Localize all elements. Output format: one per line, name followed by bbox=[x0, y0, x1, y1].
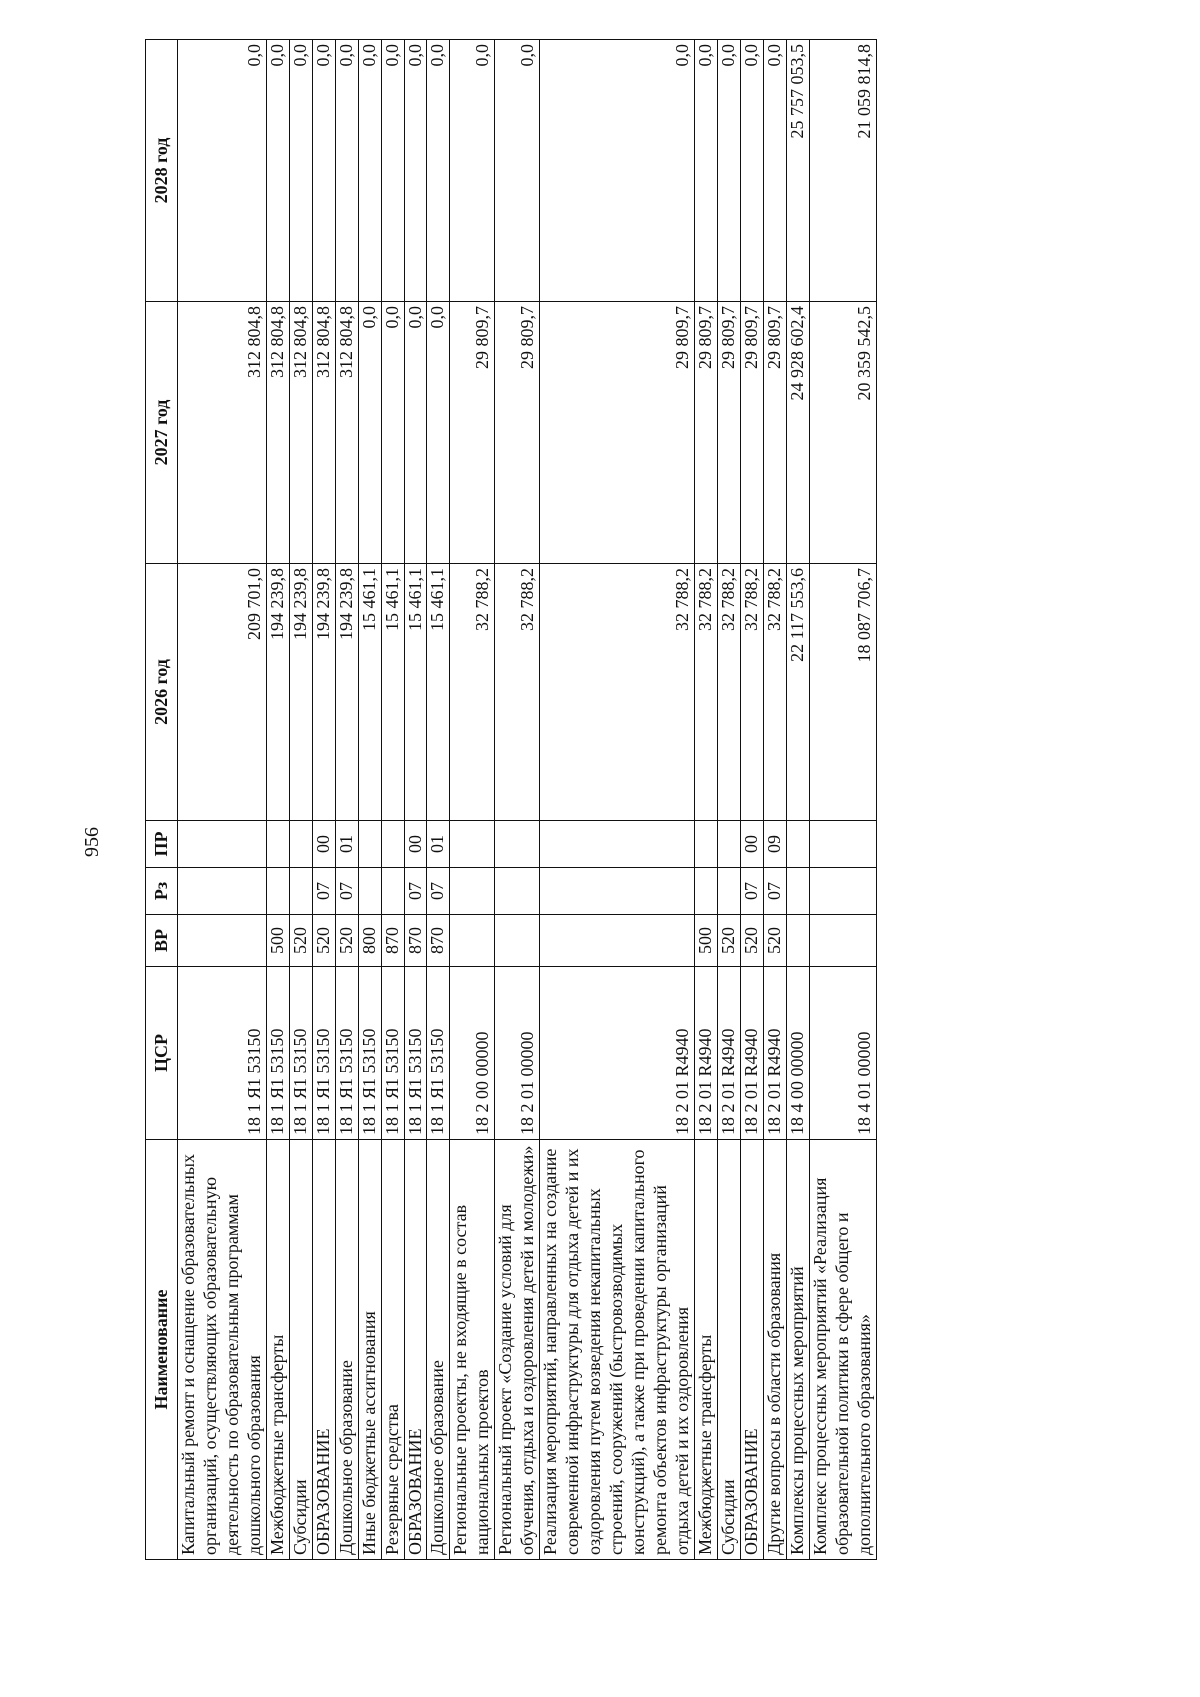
cell-2026: 194 239,8 bbox=[266, 564, 289, 821]
cell-pr: 01 bbox=[427, 821, 450, 868]
cell-rz: 07 bbox=[335, 868, 358, 915]
cell-2027: 20 359 542,5 bbox=[809, 302, 876, 564]
cell-name: ОБРАЗОВАНИЕ bbox=[312, 1140, 335, 1560]
header-2028: 2028 год bbox=[146, 40, 178, 302]
cell-2026: 32 788,2 bbox=[450, 564, 495, 821]
cell-2027: 0,0 bbox=[381, 302, 404, 564]
cell-rz: 07 bbox=[763, 868, 786, 915]
cell-csr: 18 1 Я1 53150 bbox=[427, 967, 450, 1140]
cell-pr bbox=[809, 821, 876, 868]
header-rz: Рз bbox=[146, 868, 178, 915]
cell-name: ОБРАЗОВАНИЕ bbox=[404, 1140, 427, 1560]
table-row bbox=[335, 40, 358, 1560]
cell-csr: 18 1 Я1 53150 bbox=[178, 967, 267, 1140]
cell-vr: 870 bbox=[381, 915, 404, 967]
cell-csr: 18 1 Я1 53150 bbox=[358, 967, 381, 1140]
cell-csr: 18 2 01 R4940 bbox=[763, 967, 786, 1140]
cell-2026: 15 461,1 bbox=[358, 564, 381, 821]
cell-2027: 312 804,8 bbox=[266, 302, 289, 564]
table-row bbox=[358, 40, 381, 1560]
cell-vr: 870 bbox=[404, 915, 427, 967]
cell-pr bbox=[289, 821, 312, 868]
cell-2026: 22 117 553,6 bbox=[786, 564, 809, 821]
budget-table bbox=[145, 39, 877, 1560]
cell-name: Субсидии bbox=[717, 1140, 740, 1560]
cell-rz: 07 bbox=[312, 868, 335, 915]
cell-2028: 0,0 bbox=[178, 40, 267, 302]
table-row bbox=[740, 40, 763, 1560]
cell-name: Комплекс процессных мероприятий «Реализация образовательной политики в сфере общего и дополнительного образования» bbox=[809, 1140, 876, 1560]
cell-2028: 0,0 bbox=[717, 40, 740, 302]
cell-2027: 312 804,8 bbox=[312, 302, 335, 564]
cell-csr: 18 2 01 R4940 bbox=[694, 967, 717, 1140]
cell-csr: 18 4 00 00000 bbox=[786, 967, 809, 1140]
table-row bbox=[540, 40, 695, 1560]
table-row bbox=[763, 40, 786, 1560]
cell-vr bbox=[786, 915, 809, 967]
cell-csr: 18 1 Я1 53150 bbox=[289, 967, 312, 1140]
cell-rz bbox=[809, 868, 876, 915]
cell-name: Дошкольное образование bbox=[335, 1140, 358, 1560]
cell-2028: 0,0 bbox=[540, 40, 695, 302]
cell-vr: 800 bbox=[358, 915, 381, 967]
cell-2028: 0,0 bbox=[427, 40, 450, 302]
header-pr: ПР bbox=[146, 821, 178, 868]
cell-pr bbox=[540, 821, 695, 868]
cell-pr: 01 bbox=[335, 821, 358, 868]
cell-2026: 15 461,1 bbox=[381, 564, 404, 821]
cell-name: Резервные средства bbox=[381, 1140, 404, 1560]
cell-pr bbox=[450, 821, 495, 868]
cell-2027: 312 804,8 bbox=[289, 302, 312, 564]
cell-rz bbox=[540, 868, 695, 915]
cell-vr bbox=[809, 915, 876, 967]
cell-name: Региональные проекты, не входящие в состав национальных проектов bbox=[450, 1140, 495, 1560]
cell-2027: 24 928 602,4 bbox=[786, 302, 809, 564]
cell-name: Межбюджетные трансферты bbox=[266, 1140, 289, 1560]
cell-name: Иные бюджетные ассигнования bbox=[358, 1140, 381, 1560]
table-header-row bbox=[146, 40, 178, 1560]
cell-pr: 00 bbox=[312, 821, 335, 868]
cell-2027: 312 804,8 bbox=[335, 302, 358, 564]
cell-csr: 18 1 Я1 53150 bbox=[381, 967, 404, 1140]
cell-rz: 07 bbox=[427, 868, 450, 915]
cell-2028: 25 757 053,5 bbox=[786, 40, 809, 302]
cell-name: Комплексы процессных мероприятий bbox=[786, 1140, 809, 1560]
cell-name: Капитальный ремонт и оснащение образовательных организаций, осуществляющих образовательную деятельность по образовательным программам дошкольного образования bbox=[178, 1140, 267, 1560]
cell-2027: 0,0 bbox=[358, 302, 381, 564]
table-row bbox=[404, 40, 427, 1560]
cell-rz bbox=[178, 868, 267, 915]
cell-name: Реализация мероприятий, направленных на создание современной инфраструктуры для отдыха детей и их оздоровления путем возведения некапитальных строений, сооружений (быстровозводимых конструкций), а также при проведении капитального ремонта объектов инфраструктуры организаций отдыха детей и их оздоровления bbox=[540, 1140, 695, 1560]
cell-2026: 15 461,1 bbox=[404, 564, 427, 821]
header-name: Наименование bbox=[146, 1140, 178, 1560]
cell-pr: 09 bbox=[763, 821, 786, 868]
cell-2028: 0,0 bbox=[740, 40, 763, 302]
cell-vr: 520 bbox=[717, 915, 740, 967]
cell-2026: 32 788,2 bbox=[740, 564, 763, 821]
cell-pr: 00 bbox=[740, 821, 763, 868]
table-row bbox=[427, 40, 450, 1560]
cell-pr bbox=[381, 821, 404, 868]
cell-2028: 21 059 814,8 bbox=[809, 40, 876, 302]
cell-name: Региональный проект «Создание условий для обучения, отдыха и оздоровления детей и молодежи» bbox=[495, 1140, 540, 1560]
cell-2028: 0,0 bbox=[404, 40, 427, 302]
cell-name: Субсидии bbox=[289, 1140, 312, 1560]
cell-pr bbox=[178, 821, 267, 868]
cell-2026: 32 788,2 bbox=[763, 564, 786, 821]
cell-2026: 194 239,8 bbox=[289, 564, 312, 821]
cell-rz bbox=[381, 868, 404, 915]
cell-2026: 32 788,2 bbox=[495, 564, 540, 821]
cell-2027: 29 809,7 bbox=[763, 302, 786, 564]
cell-vr: 500 bbox=[694, 915, 717, 967]
cell-pr bbox=[266, 821, 289, 868]
cell-2026: 194 239,8 bbox=[335, 564, 358, 821]
cell-pr bbox=[358, 821, 381, 868]
cell-vr: 870 bbox=[427, 915, 450, 967]
cell-vr bbox=[495, 915, 540, 967]
cell-vr: 520 bbox=[740, 915, 763, 967]
table-row bbox=[495, 40, 540, 1560]
table-row bbox=[312, 40, 335, 1560]
cell-2026: 32 788,2 bbox=[717, 564, 740, 821]
cell-rz bbox=[266, 868, 289, 915]
cell-2028: 0,0 bbox=[763, 40, 786, 302]
cell-rz: 07 bbox=[404, 868, 427, 915]
cell-2028: 0,0 bbox=[694, 40, 717, 302]
cell-pr bbox=[495, 821, 540, 868]
table-row bbox=[694, 40, 717, 1560]
cell-rz bbox=[786, 868, 809, 915]
cell-2028: 0,0 bbox=[381, 40, 404, 302]
cell-2028: 0,0 bbox=[358, 40, 381, 302]
cell-vr bbox=[540, 915, 695, 967]
header-csr: ЦСР bbox=[146, 967, 178, 1140]
cell-2028: 0,0 bbox=[266, 40, 289, 302]
cell-2028: 0,0 bbox=[335, 40, 358, 302]
page-number: 956 bbox=[81, 827, 103, 857]
cell-rz: 07 bbox=[740, 868, 763, 915]
cell-2026: 209 701,0 bbox=[178, 564, 267, 821]
table-body bbox=[178, 40, 877, 1560]
cell-csr: 18 1 Я1 53150 bbox=[266, 967, 289, 1140]
cell-2027: 29 809,7 bbox=[450, 302, 495, 564]
cell-2027: 0,0 bbox=[404, 302, 427, 564]
cell-rz bbox=[717, 868, 740, 915]
cell-csr: 18 1 Я1 53150 bbox=[335, 967, 358, 1140]
cell-pr: 00 bbox=[404, 821, 427, 868]
cell-2027: 29 809,7 bbox=[740, 302, 763, 564]
cell-vr: 500 bbox=[266, 915, 289, 967]
cell-vr bbox=[178, 915, 267, 967]
cell-csr: 18 1 Я1 53150 bbox=[404, 967, 427, 1140]
cell-vr: 520 bbox=[312, 915, 335, 967]
table-row bbox=[289, 40, 312, 1560]
header-vr: ВР bbox=[146, 915, 178, 967]
cell-rz bbox=[358, 868, 381, 915]
cell-pr bbox=[694, 821, 717, 868]
cell-csr: 18 2 01 00000 bbox=[495, 967, 540, 1140]
cell-csr: 18 2 00 00000 bbox=[450, 967, 495, 1140]
cell-pr bbox=[786, 821, 809, 868]
cell-csr: 18 2 01 R4940 bbox=[717, 967, 740, 1140]
cell-2027: 29 809,7 bbox=[495, 302, 540, 564]
table-row bbox=[178, 40, 267, 1560]
table-row bbox=[717, 40, 740, 1560]
table-row bbox=[450, 40, 495, 1560]
cell-2026: 194 239,8 bbox=[312, 564, 335, 821]
cell-csr: 18 1 Я1 53150 bbox=[312, 967, 335, 1140]
table-row bbox=[786, 40, 809, 1560]
cell-name: Межбюджетные трансферты bbox=[694, 1140, 717, 1560]
table-row bbox=[809, 40, 876, 1560]
cell-2028: 0,0 bbox=[450, 40, 495, 302]
cell-rz bbox=[289, 868, 312, 915]
cell-vr: 520 bbox=[335, 915, 358, 967]
cell-2028: 0,0 bbox=[289, 40, 312, 302]
cell-csr: 18 2 01 R4940 bbox=[740, 967, 763, 1140]
cell-2026: 18 087 706,7 bbox=[809, 564, 876, 821]
cell-vr: 520 bbox=[289, 915, 312, 967]
cell-vr: 520 bbox=[763, 915, 786, 967]
cell-2027: 0,0 bbox=[427, 302, 450, 564]
rotated-table-container bbox=[145, 40, 1060, 1560]
header-2026: 2026 год bbox=[146, 564, 178, 821]
table-row bbox=[381, 40, 404, 1560]
cell-name: ОБРАЗОВАНИЕ bbox=[740, 1140, 763, 1560]
cell-pr bbox=[717, 821, 740, 868]
cell-2026: 15 461,1 bbox=[427, 564, 450, 821]
cell-rz bbox=[694, 868, 717, 915]
cell-2026: 32 788,2 bbox=[694, 564, 717, 821]
header-2027: 2027 год bbox=[146, 302, 178, 564]
cell-2027: 29 809,7 bbox=[540, 302, 695, 564]
cell-csr: 18 4 01 00000 bbox=[809, 967, 876, 1140]
cell-2026: 32 788,2 bbox=[540, 564, 695, 821]
cell-name: Дошкольное образование bbox=[427, 1140, 450, 1560]
cell-2027: 312 804,8 bbox=[178, 302, 267, 564]
cell-2028: 0,0 bbox=[495, 40, 540, 302]
cell-vr bbox=[450, 915, 495, 967]
cell-rz bbox=[495, 868, 540, 915]
cell-name: Другие вопросы в области образования bbox=[763, 1140, 786, 1560]
cell-rz bbox=[450, 868, 495, 915]
cell-2027: 29 809,7 bbox=[694, 302, 717, 564]
cell-csr: 18 2 01 R4940 bbox=[540, 967, 695, 1140]
cell-2027: 29 809,7 bbox=[717, 302, 740, 564]
cell-2028: 0,0 bbox=[312, 40, 335, 302]
table-row bbox=[266, 40, 289, 1560]
